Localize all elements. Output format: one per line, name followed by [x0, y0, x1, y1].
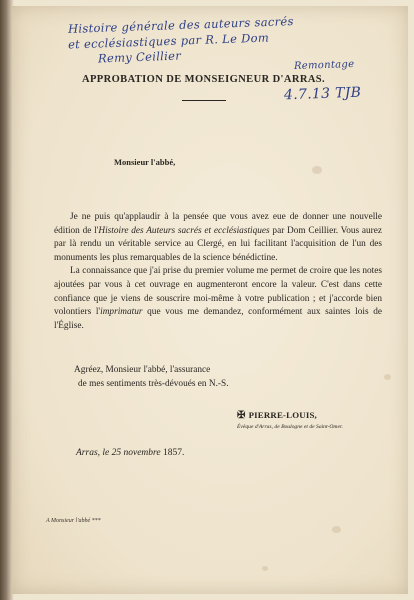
- date-line: [76, 448, 184, 458]
- closing-line-2: de mes sentiments très-dévoués en N.-S.: [78, 379, 229, 389]
- date-place: Arras, le 25 novembre: [76, 448, 163, 458]
- signature-title: Évêque d'Arras, de Boulogne et de Saint-Omer.: [237, 424, 343, 430]
- paragraph-1-text-end: par Dom Ceillier. Vous aurez par là rendu un véritable service au Clergé, en lui facilitant l'acquisition de l'un des monuments les plus remarquables de la science bénédictine.: [54, 225, 382, 263]
- signature-name: PIERRE-LOUIS,: [248, 410, 317, 420]
- handwritten-line-1: Histoire générale des auteurs sacrés: [67, 14, 294, 36]
- foxing-spot: [384, 374, 391, 380]
- cross-icon: ✠: [237, 410, 246, 421]
- foxing-spot: [262, 566, 268, 571]
- foxing-spot: [332, 526, 341, 533]
- letter-body: [54, 211, 382, 333]
- paragraph-1: [54, 211, 382, 265]
- foxing-spot: [312, 166, 322, 174]
- paragraph-2: [54, 265, 382, 333]
- signature-name-line: [237, 410, 402, 421]
- paragraph-1-text: Je ne puis qu'applaudir à la pensée que vous avez eue de donner une nouvelle édition de l': [54, 212, 382, 236]
- paragraph-2-text: La connaissance que j'ai prise du premier volume me permet de croire que les notes ajoutées par vous à cet ouvrage en augmenteront encore la valeur. C'est dans cette confiance que je viens de souscrire moi-même à votre publication ; et j'accorde bien volontiers l': [54, 266, 382, 318]
- page-title: APPROBATION DE MONSEIGNEUR D'ARRAS.: [82, 74, 326, 85]
- signature-block: [237, 410, 402, 430]
- paragraph-2-text-end: que vous me demandez, conformément aux saintes lois de l'Église.: [54, 307, 383, 331]
- footer-note: A Monsieur l'abbé ***: [46, 518, 101, 524]
- handwritten-line-5: 4.7.13 TJB: [283, 84, 362, 104]
- salutation: Monsieur l'abbé,: [114, 157, 176, 167]
- handwritten-line-2: et ecclésiastiques par R. Le Dom: [67, 30, 270, 52]
- page: [12, 6, 408, 594]
- book-title: Histoire des Auteurs sacrés et ecclésiastiques: [98, 225, 270, 236]
- handwritten-line-4: Remontage: [293, 58, 355, 73]
- closing-line-1: Agréez, Monsieur l'abbé, l'assurance: [74, 365, 211, 375]
- imprimatur-word: imprimatur: [100, 307, 143, 318]
- closing: [74, 363, 374, 391]
- handwritten-line-3: Remy Ceillier: [97, 48, 182, 66]
- date-year: 1857.: [162, 448, 185, 458]
- title-divider: [182, 100, 226, 101]
